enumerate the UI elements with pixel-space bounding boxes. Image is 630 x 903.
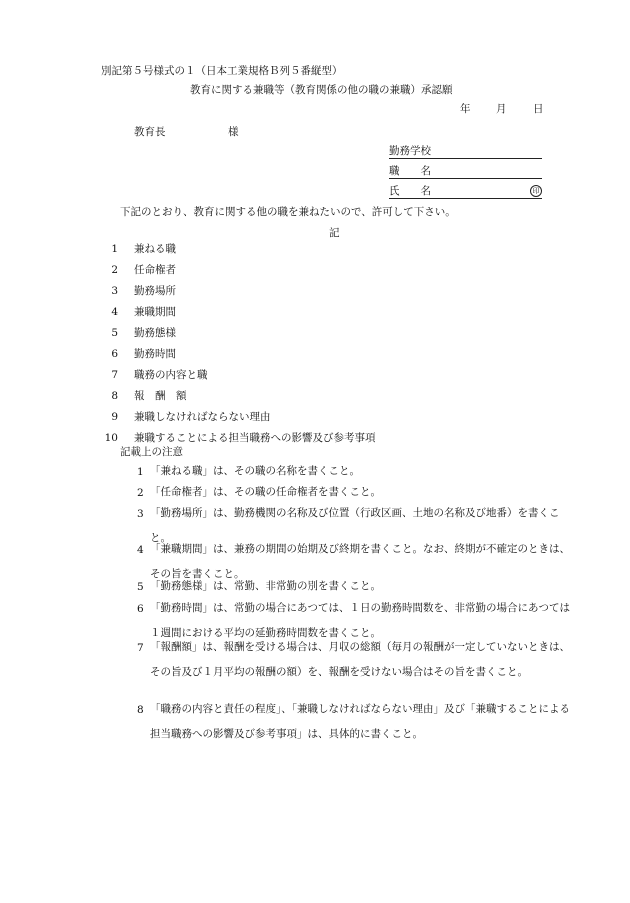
item-number: 2	[111, 264, 118, 276]
request-sentence: 下記のとおり、教育に関する他の職を兼ねたいので、許可して下さい。	[120, 206, 456, 218]
note-item: 「職務の内容と責任の程度」、「兼職しなければならない理由」及び「兼職することによる担当職務への影響及び参考事項」は、具体的に書くこと。	[150, 703, 570, 740]
addressee-honorific: 様	[228, 126, 239, 138]
note-number: 6	[137, 603, 144, 615]
note-number: 2	[137, 487, 144, 499]
item-number: 1	[111, 243, 118, 255]
item-number: 3	[111, 285, 118, 297]
school-underline	[389, 158, 542, 159]
list-item: 任命権者	[134, 264, 176, 276]
list-item: 勤務時間	[134, 348, 176, 360]
list-item: 勤務態様	[134, 327, 176, 339]
item-number: 9	[111, 411, 118, 423]
item-number: 7	[111, 369, 118, 381]
name-label: 氏 名	[389, 185, 431, 197]
list-item: 職務の内容と職	[134, 369, 208, 381]
position-label: 職 名	[389, 165, 431, 177]
note-number: 7	[137, 642, 144, 654]
addressee-name: 教育長	[134, 126, 166, 138]
list-item: 勤務場所	[134, 285, 176, 297]
list-item: 兼ねる職	[134, 243, 176, 255]
item-number: 6	[111, 348, 118, 360]
item-number: 8	[111, 390, 118, 402]
note-item: 「兼ねる職」は、その職の名称を書くこと。	[150, 465, 360, 477]
seal-mark: 印	[530, 185, 542, 197]
list-item: 兼職することによる担当職務への影響及び参考事項	[134, 432, 376, 444]
note-number: 4	[137, 544, 144, 556]
school-label: 勤務学校	[389, 145, 431, 157]
note-number: 1	[137, 466, 144, 478]
note-item: 「任命権者」は、その職の任命権者を書くこと。	[150, 486, 381, 498]
note-item: 「報酬額」は、報酬を受ける場合は、月収の総額（毎月の報酬が一定していないときは、その旨及び１月平均の報酬の額）を、報酬を受けない場合はその旨を書くこと。	[150, 641, 570, 678]
notes-heading: 記載上の注意	[120, 446, 183, 458]
position-underline	[389, 178, 542, 179]
note-item: 「勤務時間」は、常勤の場合にあつては、１日の勤務時間数を、非常勤の場合にあつては１週間における平均の延勤務時間数を書くこと。	[150, 602, 570, 639]
item-number: 10	[104, 432, 118, 444]
date-year: 年	[460, 103, 471, 115]
name-underline	[389, 198, 542, 199]
list-item: 兼職期間	[134, 306, 176, 318]
document-title: 教育に関する兼職等（教育関係の他の職の兼職）承認願	[190, 84, 453, 96]
note-item: 「兼職期間」は、兼務の期間の始期及び終期を書くこと。なお、終期が不確定のときは、その旨を書くこと。	[150, 543, 570, 580]
item-number: 4	[111, 306, 118, 318]
date-month: 月	[496, 103, 507, 115]
ki-heading: 記	[329, 227, 340, 239]
form-label: 別記第５号様式の１（日本工業規格Ｂ列５番縦型）	[101, 65, 343, 77]
note-number: 3	[137, 508, 144, 520]
note-number: 5	[137, 581, 144, 593]
list-item: 兼職しなければならない理由	[134, 411, 271, 423]
note-item: 「勤務場所」は、勤務機関の名称及び位置（行政区画、土地の名称及び地番）を書くこと。	[150, 507, 560, 544]
date-day: 日	[533, 103, 544, 115]
list-item: 報 酬 額	[134, 390, 187, 402]
item-number: 5	[111, 327, 118, 339]
note-item: 「勤務態様」は、常勤、非常勤の別を書くこと。	[150, 580, 381, 592]
note-number: 8	[137, 704, 144, 716]
